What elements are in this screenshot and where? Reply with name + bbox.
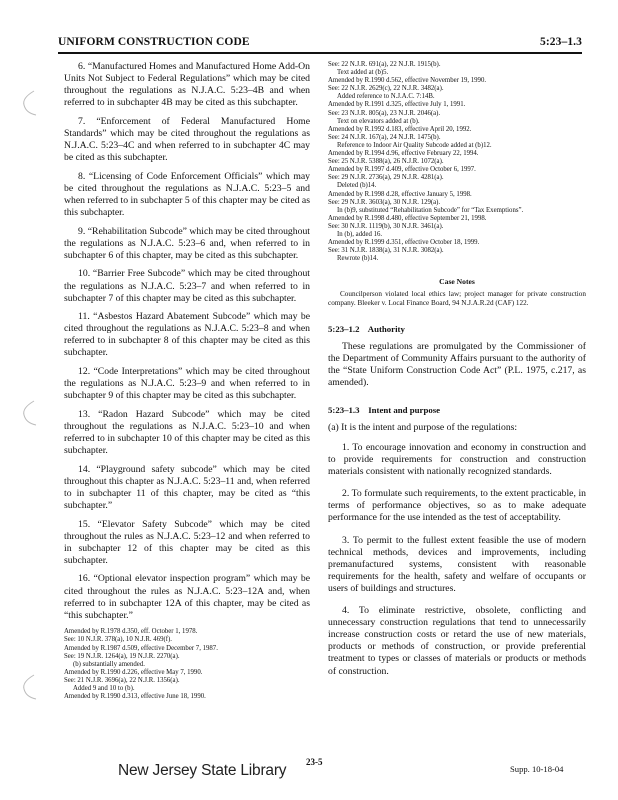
history-line: In (b), added 16. — [337, 230, 383, 238]
history-line: Amended by R.1978 d.350, eff. October 1, 1978. — [64, 628, 198, 636]
page-footer — [0, 752, 618, 782]
history-line: Rewrote (b)14. — [337, 255, 379, 263]
section-title: Authority — [367, 323, 405, 334]
right-column — [328, 61, 586, 688]
history-line: Reference to Indoor Air Quality Subcode added at (b)12. — [337, 141, 492, 149]
subchapter-item: 14. “Playground safety subcode” which may be cited throughout this chapter as N.J.A.C. 5:23–11 and, when referred to in subchapter 11 of this chapter, may be cited as “this subchapter.” — [64, 463, 310, 511]
subchapter-item: 9. “Rehabilitation Subcode” which may be cited throughout the regulations as N.J.A.C. 5:23–6 and, when referred to in subchapter 6 of this chapter, may be cited as this subchapter. — [64, 225, 310, 261]
history-line: See: 30 N.J.R. 1119(b), 30 N.J.R. 3461(a). — [328, 222, 444, 230]
history-line: See: 29 N.J.R. 3603(a), 30 N.J.R. 129(a). — [328, 198, 441, 206]
history-line: Text added at (b)5. — [337, 69, 389, 77]
history-line: See: 23 N.J.R. 805(a), 23 N.J.R. 2046(a). — [328, 109, 441, 117]
history-notes-right — [328, 61, 586, 263]
history-line: Amended by R.1990 d.226, effective May 7, 1990. — [64, 668, 203, 676]
subchapter-list — [64, 61, 310, 622]
history-line: See: 10 N.J.R. 378(a), 10 N.J.R. 469(f). — [64, 636, 172, 644]
section-title: Intent and purpose — [368, 404, 441, 415]
history-line: See: 24 N.J.R. 167(a), 24 N.J.R. 1475(b). — [328, 133, 441, 141]
margin-scan-mark — [18, 88, 40, 118]
history-line: Amended by R.1990 d.562, effective November 19, 1990. — [328, 77, 487, 85]
history-line: See: 19 N.J.R. 1264(a), 19 N.J.R. 2270(a). — [64, 652, 180, 660]
subchapter-item: 13. “Radon Hazard Subcode” which may be cited throughout the regulations as N.J.A.C. 5:23–10 and when referred to in subchapter 10 of this chapter may be cited as this subchapter. — [64, 408, 310, 457]
history-line: In (b)9, substituted “Rehabilitation Subcode” for “Tax Exemptions”. — [337, 206, 524, 214]
subchapter-item: 16. “Optional elevator inspection program” which may be cited throughout the rules as N.J.A.C. 5:23–12A and, when referred to in subchapter 12A of this chapter, may be cited as “this subchapter.” — [64, 573, 310, 621]
history-line: See: 29 N.J.R. 2736(a), 29 N.J.R. 4281(a). — [328, 174, 444, 182]
history-line: Amended by R.1998 d.28, effective January 5, 1998. — [328, 190, 472, 198]
history-line: Amended by R.1998 d.480, effective September 21, 1998. — [328, 214, 487, 222]
page-number: 23-5 — [306, 757, 323, 767]
history-line: Amended by R.1999 d.351, effective October 18, 1999. — [328, 239, 480, 247]
section-heading-authority — [328, 324, 586, 334]
history-line: See: 25 N.J.R. 5388(a), 26 N.J.R. 1072(a). — [328, 158, 444, 166]
subchapter-item: 15. “Elevator Safety Subcode” which may be cited throughout the rules as N.J.A.C. 5:23–12 and when referred to in subchapter 12 of this chapter may be cited as this subchapter. — [64, 518, 310, 566]
history-notes-left — [64, 628, 310, 701]
intent-item: 3. To permit to the fullest extent feasible the use of modern technical methods, devices and improvements, including premanufactured systems, consistent with reasonable requirements for the health, safety and welfare of occupants or users of buildings and structures. — [328, 534, 586, 594]
case-notes-text: Councilperson violated local ethics law; project manager for private construction company. Bleeker v. Local Finance Board, 94 N.J.A.R.2d (CAF) 122. — [328, 290, 586, 307]
header-rule — [58, 52, 582, 54]
history-line: Added reference to N.J.A.C. 7:14B. — [337, 93, 435, 101]
header-section-number: 5:23–1.3 — [539, 36, 582, 48]
history-line: Deleted (b)14. — [337, 182, 377, 190]
intent-item: 1. To encourage innovation and economy in construction and to provide requirements for construction and construction materials consistent with nationally recognized standards. — [328, 442, 586, 478]
subchapter-item: 11. “Asbestos Hazard Abatement Subcode” which may be cited throughout the regulations as N.J.A.C. 5:23–8 and when referred to in subchapter 8 of this chapter may be cited as this subchapter. — [64, 311, 310, 359]
history-line: Amended by R.1987 d.509, effective December 7, 1987. — [64, 644, 218, 652]
subchapter-item: 7. “Enforcement of Federal Manufactured Home Standards” which may be cited throughout the regulations as N.J.A.C. 5:23–4C and when referred to in subchapter 4C may be cited as this subchapter. — [64, 115, 310, 164]
subchapter-item: 12. “Code Interpretations” which may be cited throughout the regulations as N.J.A.C. 5:23–9 and when referred to in subchapter 9 of this chapter may be cited as this subchapter. — [64, 366, 310, 402]
library-stamp: New Jersey State Library — [118, 762, 287, 779]
intent-item: 4. To eliminate restrictive, obsolete, conflicting and unnecessary construction regulations that tend to unnecessarily increase construction costs or retard the use of new materials, products or methods of construction, or provide preferential treatment to types or classes of materials or products or methods of construction. — [328, 605, 586, 677]
intent-intro: (a) It is the intent and purpose of the regulations: — [328, 421, 518, 433]
history-line: Amended by R.1990 d.313, effective June 18, 1990. — [64, 693, 206, 701]
case-notes-title: Case Notes — [439, 277, 475, 287]
history-line: Added 9 and 10 to (b). — [73, 685, 135, 692]
subchapter-item: 10. “Barrier Free Subcode” which may be cited throughout the regulations as N.J.A.C. 5:23–7 and when referred to in subchapter 7 of this chapter may be cited as this subchapter. — [64, 268, 310, 304]
history-line: See: 21 N.J.R. 3696(a), 22 N.J.R. 1356(a). — [64, 676, 180, 684]
history-line: Amended by R.1997 d.409, effective October 6, 1997. — [328, 166, 476, 174]
history-line: Text on elevators added at (b). — [337, 117, 420, 125]
history-line: Amended by R.1991 d.325, effective July 1, 1991. — [328, 101, 466, 109]
intent-item: 2. To formulate such requirements, to the extent practicable, in terms of performance objectives, so as to make adequate performance for the use intended as the test of acceptability. — [328, 488, 586, 524]
authority-text: These regulations are promulgated by the Commissioner of the Department of Community Affairs pursuant to the authority of the “State Uniform Construction Code Act” (P.L. 1975, c.217, as amended). — [328, 340, 586, 388]
running-header — [58, 36, 582, 48]
section-number: 5:23–1.2 — [328, 323, 360, 334]
history-line: See: 22 N.J.R. 2629(c), 22 N.J.R. 3482(a). — [328, 85, 444, 93]
intent-purpose-list — [328, 422, 586, 678]
margin-scan-mark — [18, 672, 40, 702]
history-line: See: 22 N.J.R. 691(a), 22 N.J.R. 1915(b). — [328, 61, 441, 68]
supplement-date: Supp. 10-18-04 — [510, 764, 564, 774]
subchapter-item: 8. “Licensing of Code Enforcement Officials” which may be cited throughout the regulations as N.J.A.C. 5:23–5 and when referred to in subchapter 5 of this chapter may be cited as this subchapter. — [64, 170, 310, 219]
section-heading-intent — [328, 405, 586, 415]
history-line: See: 31 N.J.R. 1838(a), 31 N.J.R. 3082(a). — [328, 247, 444, 255]
left-column — [64, 61, 310, 701]
subchapter-item: 6. “Manufactured Homes and Manufactured Home Add-On Units Not Subject to Federal Regulations” which may be cited throughout the regulations as N.J.A.C. 5:23–4B and when referred to in subchapter 4B may be cited as this subchapter. — [64, 61, 310, 109]
history-line: Amended by R.1994 d.96, effective February 22, 1994. — [328, 150, 479, 158]
header-title: UNIFORM CONSTRUCTION CODE — [58, 36, 250, 48]
section-number: 5:23–1.3 — [328, 404, 360, 415]
margin-scan-mark — [18, 398, 40, 428]
history-line: Amended by R.1992 d.183, effective April 20, 1992. — [328, 125, 472, 133]
history-line: (b) substantially amended. — [73, 660, 145, 668]
